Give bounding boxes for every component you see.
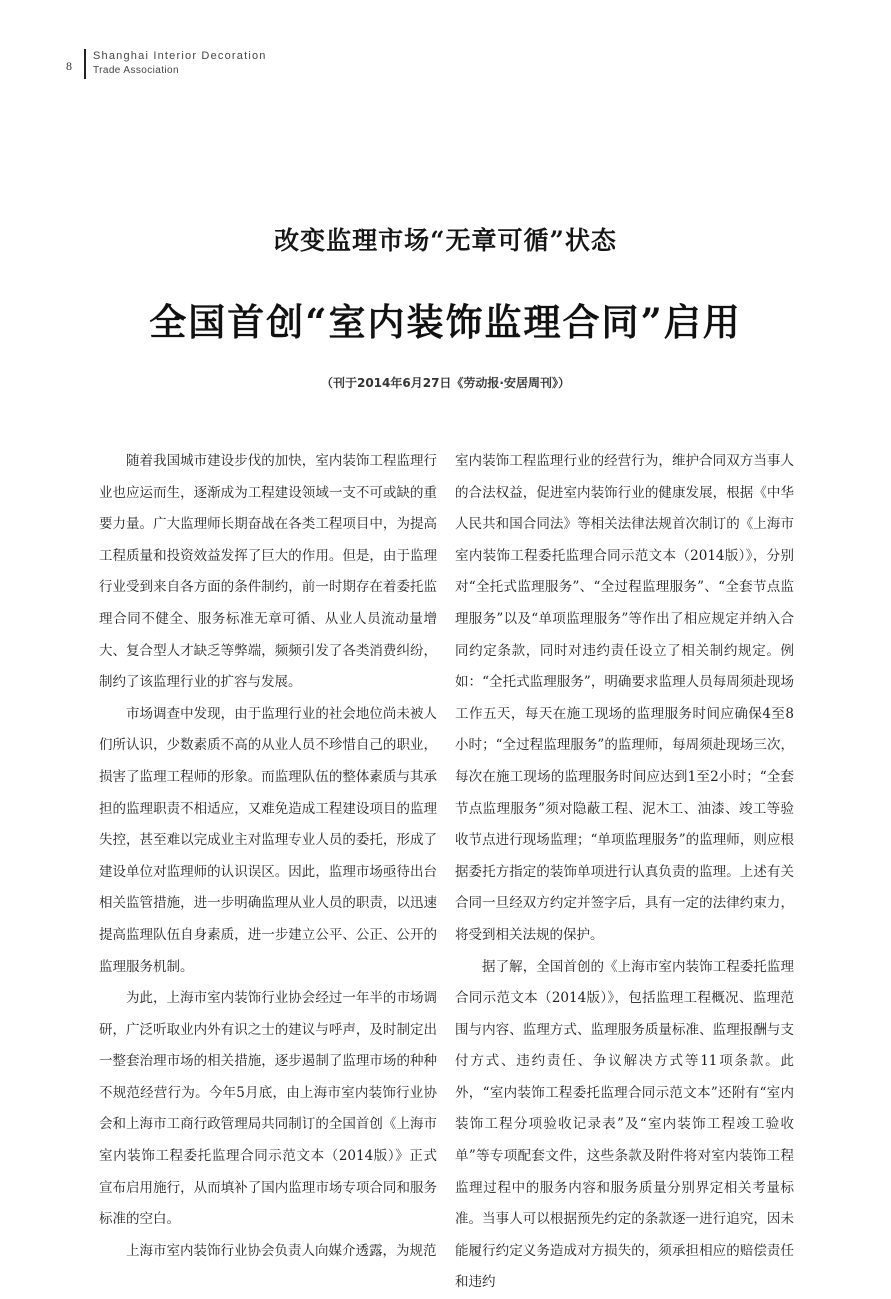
association-name-line1: Shanghai Interior Decoration xyxy=(93,49,267,64)
article-source: （刊于2014年6月27日《劳动报·安居周刊》） xyxy=(0,374,891,391)
paragraph: 据了解，全国首创的《上海市室内装饰工程委托监理合同示范文本（2014版）》，包括监理工程概况、监理范围与内容、监理方式、监理服务质量标准、监理报酬与支付方式、违约责任、争议解决方式等11项条款。此外，“室内装饰工程委托监理合同示范文本”还附有“室内装饰工程分项验收记录表”及“室内装饰工程竣工验收单”等专项配套文件，这些条款及附件将对室内装饰工程监理过程中的服务内容和服务质量分别界定相关考量标准。当事人可以根据预先约定的条款逐一进行追究，因未能履行约定义务造成对方损失的，须承担相应的赔偿责任和违约 xyxy=(455,952,794,1299)
paragraph: 随着我国城市建设步伐的加快，室内装饰工程监理行业也应运而生，逐渐成为工程建设领域一支不可或缺的重要力量。广大监理师长期奋战在各类工程项目中，为提高工程质量和投资效益发挥了巨大的作用。但是，由于监理行业受到来自各方面的条件制约，前一时期存在着委托监理合同不健全、服务标准无章可循、从业人员流动量增大、复合型人才缺乏等弊端，频频引发了各类消费纠纷，制约了该监理行业的扩容与发展。 xyxy=(99,446,437,699)
right-column xyxy=(455,446,794,1299)
page-number: 8 xyxy=(66,59,72,74)
header-divider xyxy=(84,49,86,79)
association-name xyxy=(93,49,267,78)
article-title: 全国首创“室内装饰监理合同”启用 xyxy=(0,292,891,346)
left-column xyxy=(99,446,437,1267)
paragraph: 市场调查中发现，由于监理行业的社会地位尚未被人们所认识，少数素质不高的从业人员不珍惜自己的职业，损害了监理工程师的形象。而监理队伍的整体素质与其承担的监理职责不相适应，又难免造成工程建设项目的监理失控，甚至难以完成业主对监理专业人员的委托，形成了建设单位对监理师的认识误区。因此，监理市场亟待出台相关监管措施，进一步明确监理从业人员的职责，以迅速提高监理队伍自身素质，进一步建立公平、公正、公开的监理服务机制。 xyxy=(99,699,437,983)
paragraph: 上海市室内装饰行业协会负责人向媒介透露，为规范 xyxy=(99,1236,437,1268)
article-subtitle: 改变监理市场“无章可循”状态 xyxy=(0,221,891,257)
paragraph-continued: 室内装饰工程监理行业的经营行为，维护合同双方当事人的合法权益，促进室内装饰行业的健康发展，根据《中华人民共和国合同法》等相关法律法规首次制订的《上海市室内装饰工程委托监理合同示范文本（2014版）》，分别对“全托式监理服务”、“全过程监理服务”、“全套节点监理服务”以及“单项监理服务”等作出了相应规定并纳入合同约定条款，同时对违约责任设立了相关制约规定。例如：“全托式监理服务”，明确要求监理人员每周须赴现场工作五天，每天在施工现场的监理服务时间应确保4至8小时；“全过程监理服务”的监理师，每周须赴现场三次，每次在施工现场的监理服务时间应达到1至2小时；“全套节点监理服务”须对隐蔽工程、泥木工、油漆、竣工等验收节点进行现场监理；“单项监理服务”的监理师，则应根据委托方指定的装饰单项进行认真负责的监理。上述有关合同一旦经双方约定并签字后，具有一定的法律约束力，将受到相关法规的保护。 xyxy=(455,446,794,952)
association-name-line2: Trade Association xyxy=(93,64,267,78)
paragraph: 为此，上海市室内装饰行业协会经过一年半的市场调研，广泛听取业内外有识之士的建议与呼声，及时制定出一整套治理市场的相关措施，逐步遏制了监理市场的种种不规范经营行为。今年5月底，由上海市室内装饰行业协会和上海市工商行政管理局共同制订的全国首创《上海市室内装饰工程委托监理合同示范文本（2014版）》正式宣布启用施行，从而填补了国内监理市场专项合同和服务标准的空白。 xyxy=(99,983,437,1236)
